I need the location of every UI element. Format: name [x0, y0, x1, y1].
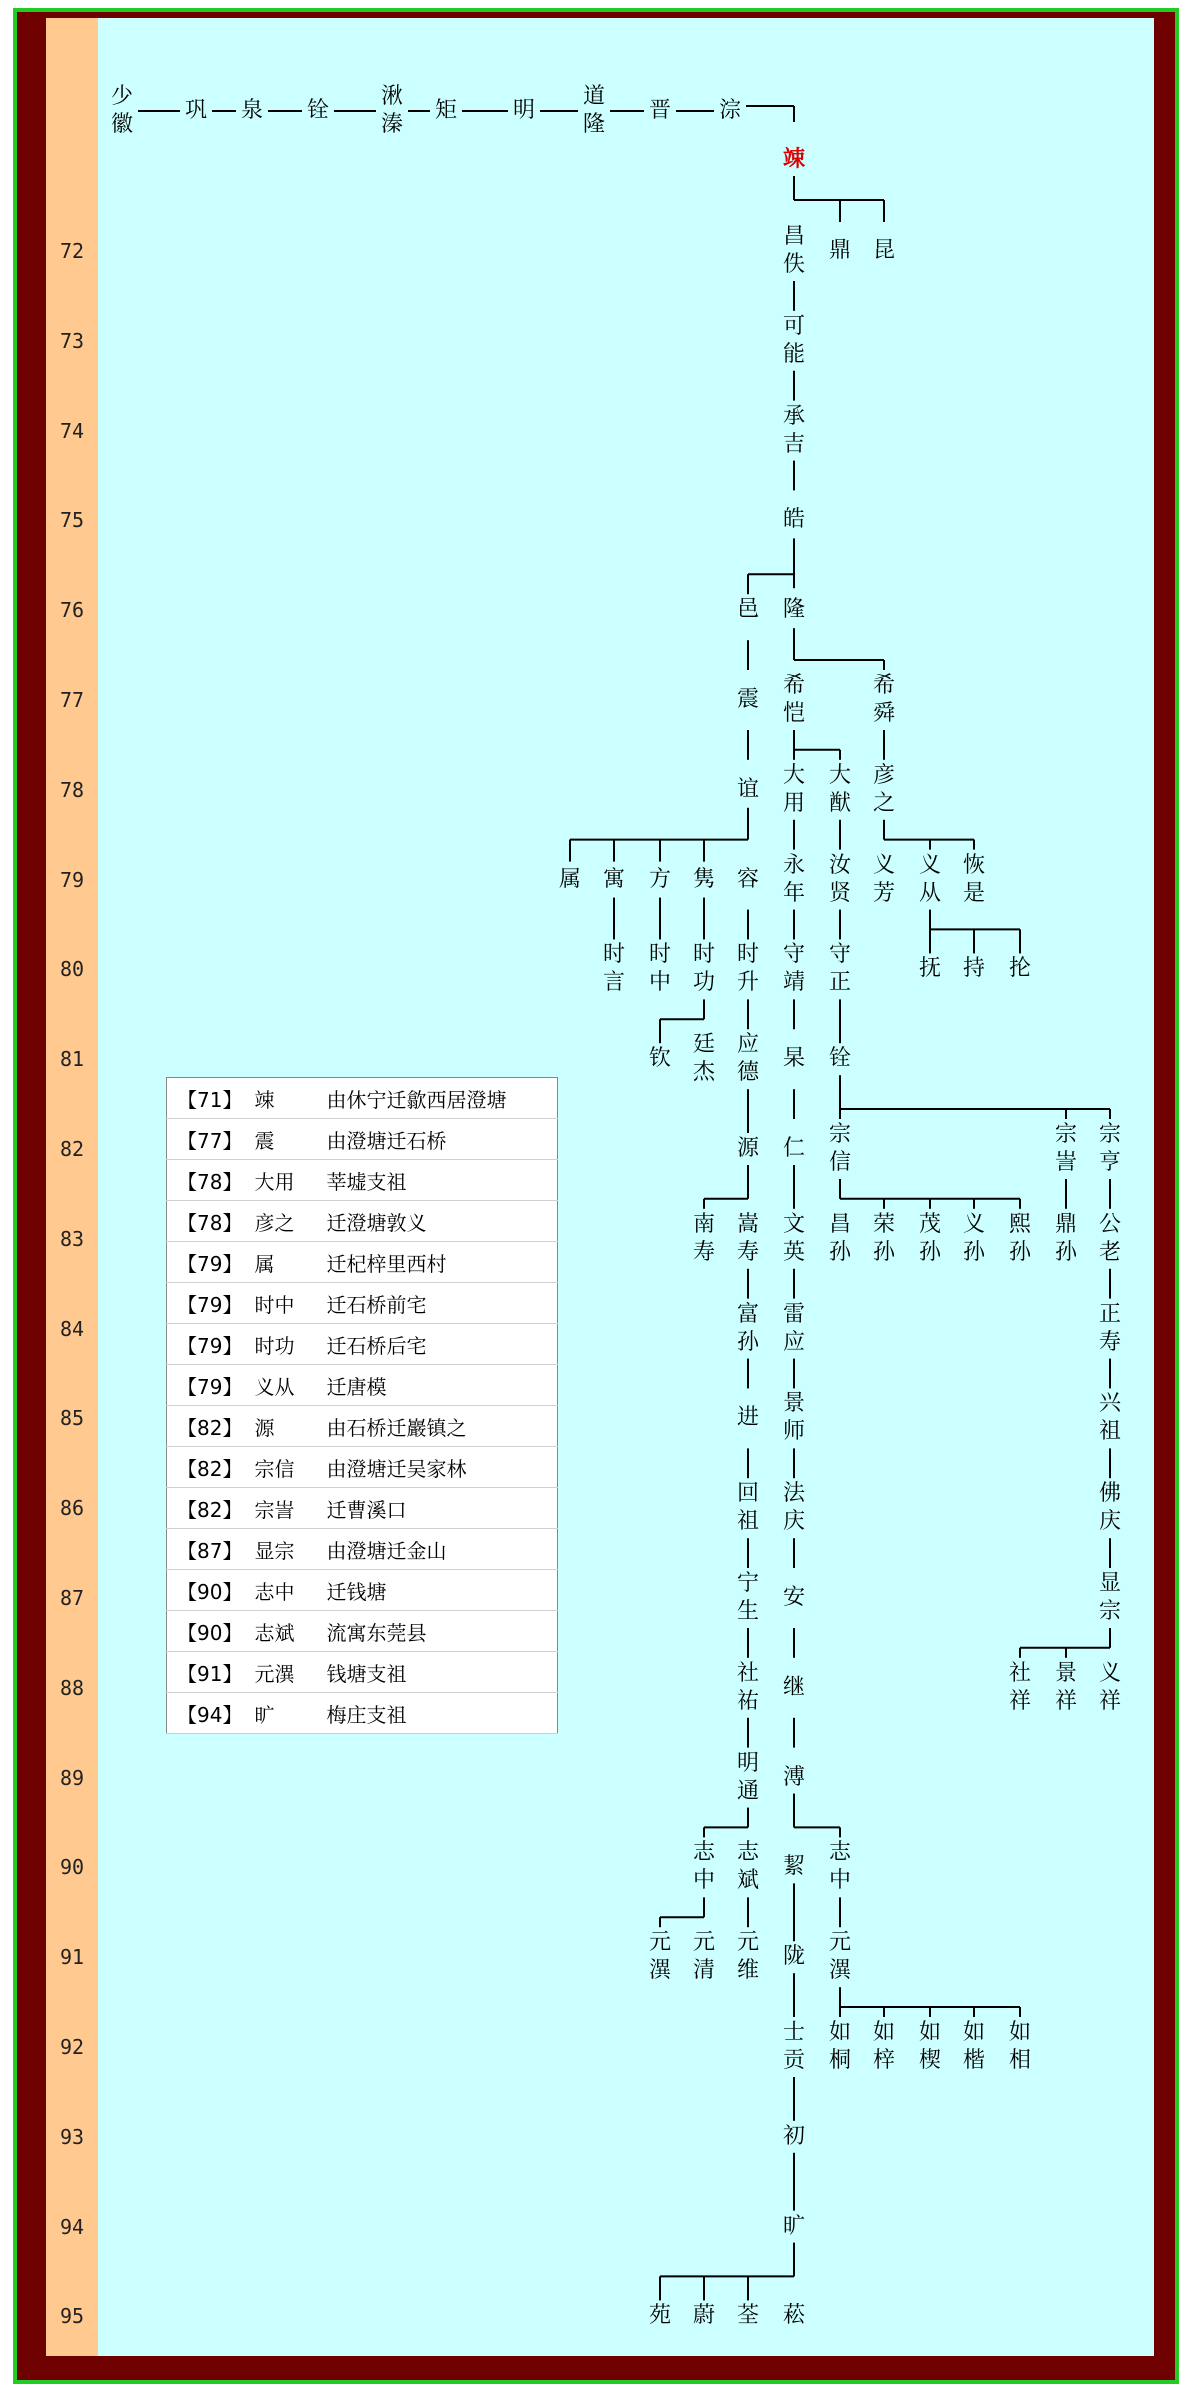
person-name: 铨 — [824, 1045, 856, 1073]
generation-number: 83 — [59, 1226, 85, 1251]
person-name: 永 年 — [778, 852, 810, 908]
person-name: 承 吉 — [778, 403, 810, 459]
generation-number: 91 — [59, 1945, 85, 1970]
person-name: 熙 孙 — [1004, 1211, 1036, 1267]
person-name: 景 祥 — [1050, 1660, 1082, 1716]
generation-number: 92 — [59, 2035, 85, 2059]
generation-number: 81 — [59, 1047, 85, 1072]
person-name: 士 贡 — [778, 2019, 810, 2075]
person-name: 雷 应 — [778, 1301, 810, 1357]
person-name: 文 英 — [778, 1211, 810, 1267]
person-name: 宗 亨 — [1094, 1121, 1126, 1177]
legend-note: 迁唐模 — [320, 1365, 557, 1406]
legend-generation: 【82】 — [167, 1488, 249, 1529]
generation-number: 76 — [59, 598, 85, 623]
person-name: 矩 — [430, 97, 462, 125]
person-name: 志 斌 — [732, 1839, 764, 1895]
legend-row — [167, 1365, 558, 1406]
person-name: 南 寿 — [688, 1211, 720, 1267]
legend-note: 梅庄支祖 — [320, 1693, 557, 1734]
generation-number: 79 — [59, 867, 85, 892]
legend-row — [167, 1283, 558, 1324]
person-name: 菘 — [778, 2302, 810, 2330]
legend-name: 旷 — [248, 1693, 320, 1734]
person-name: 昆 — [868, 237, 900, 265]
legend-generation: 【82】 — [167, 1447, 249, 1488]
person-name: 景 师 — [778, 1390, 810, 1446]
generation-number: 84 — [59, 1316, 85, 1341]
person-name: 属 — [554, 866, 586, 894]
person-name: 蔚 — [688, 2302, 720, 2330]
person-name: 时 功 — [688, 941, 720, 997]
generation-number: 82 — [59, 1137, 85, 1161]
legend-note: 迁石桥前宅 — [320, 1283, 557, 1324]
person-name: 溥 — [778, 1764, 810, 1792]
legend-generation: 【78】 — [167, 1201, 249, 1242]
legend-generation: 【87】 — [167, 1529, 249, 1570]
person-name: 少 徽 — [106, 83, 138, 139]
person-name: 正 寿 — [1094, 1301, 1126, 1357]
generation-number: 88 — [59, 1675, 85, 1700]
person-name: 可 能 — [778, 313, 810, 369]
person-name: 昌 孙 — [824, 1211, 856, 1267]
generation-number: 78 — [59, 777, 85, 802]
person-name: 希 恺 — [778, 672, 810, 728]
legend-note: 由休宁迁歙西居澄塘 — [320, 1078, 557, 1119]
legend-generation: 【79】 — [167, 1324, 249, 1365]
person-name: 絜 — [778, 1853, 810, 1881]
generation-number: 90 — [59, 1855, 85, 1880]
legend-generation: 【79】 — [167, 1283, 249, 1324]
legend-note: 迁澄塘敦义 — [320, 1201, 557, 1242]
person-name: 皓 — [778, 506, 810, 534]
person-name: 汝 贤 — [824, 852, 856, 908]
person-name: 初 — [778, 2123, 810, 2151]
person-name: 如 楷 — [958, 2019, 990, 2075]
legend-name: 时功 — [248, 1324, 320, 1365]
legend-name: 显宗 — [248, 1529, 320, 1570]
legend-name: 宗信 — [248, 1447, 320, 1488]
legend-note: 流寓东莞县 — [320, 1611, 557, 1652]
person-name: 抚 — [914, 955, 946, 983]
legend-note: 迁钱塘 — [320, 1570, 557, 1611]
person-name: 宗 信 — [824, 1121, 856, 1177]
person-name: 守 正 — [824, 941, 856, 997]
legend-name: 元潩 — [248, 1652, 320, 1693]
person-name: 铨 — [302, 97, 334, 125]
person-name: 守 靖 — [778, 941, 810, 997]
person-name: 谊 — [732, 776, 764, 804]
person-name: 时 升 — [732, 941, 764, 997]
person-name: 廷 杰 — [688, 1031, 720, 1087]
generation-number: 94 — [59, 2214, 85, 2239]
legend-note: 钱塘支祖 — [320, 1652, 557, 1693]
generation-number: 77 — [59, 688, 85, 712]
legend-note: 迁杞梓里西村 — [320, 1242, 557, 1283]
legend-name: 源 — [248, 1406, 320, 1447]
person-name: 恢 是 — [958, 852, 990, 908]
legend-row — [167, 1447, 558, 1488]
legend-name: 志中 — [248, 1570, 320, 1611]
person-name: 旷 — [778, 2213, 810, 2241]
person-name: 义 孙 — [958, 1211, 990, 1267]
person-name: 公 老 — [1094, 1211, 1126, 1267]
legend-row — [167, 1201, 558, 1242]
legend-row — [167, 1242, 558, 1283]
person-name: 晋 — [644, 97, 676, 125]
person-name: 明 通 — [732, 1750, 764, 1806]
person-name: 进 — [732, 1404, 764, 1432]
generation-number: 86 — [59, 1496, 85, 1521]
legend-name: 时中 — [248, 1283, 320, 1324]
person-name: 大 用 — [778, 762, 810, 818]
person-name: 寓 — [598, 866, 630, 894]
generation-number: 95 — [59, 2304, 85, 2329]
generation-number: 75 — [59, 508, 85, 533]
legend-note: 由石桥迁巖镇之 — [320, 1406, 557, 1447]
person-name: 淙 — [714, 97, 746, 125]
person-name: 彦 之 — [868, 762, 900, 818]
legend-note: 迁曹溪口 — [320, 1488, 557, 1529]
person-name: 如 桐 — [824, 2019, 856, 2075]
generation-number: 87 — [59, 1586, 85, 1610]
person-name: 社 祥 — [1004, 1660, 1036, 1716]
person-name: 佛 庆 — [1094, 1480, 1126, 1536]
person-name: 安 — [778, 1584, 810, 1612]
person-name: 兴 祖 — [1094, 1390, 1126, 1446]
person-name: 湫 溱 — [376, 83, 408, 139]
migration-legend — [166, 1077, 558, 1734]
person-name: 苑 — [644, 2302, 676, 2330]
person-name: 泉 — [236, 97, 268, 125]
legend-note: 迁石桥后宅 — [320, 1324, 557, 1365]
person-name: 邑 — [732, 596, 764, 624]
legend-note: 由澄塘迁金山 — [320, 1529, 557, 1570]
person-name: 志 中 — [824, 1839, 856, 1895]
legend-name: 属 — [248, 1242, 320, 1283]
generation-number: 93 — [59, 2124, 85, 2149]
person-name: 持 — [958, 955, 990, 983]
person-name: 大 猷 — [824, 762, 856, 818]
legend-generation: 【91】 — [167, 1652, 249, 1693]
person-name: 方 — [644, 866, 676, 894]
person-name: 鼎 — [824, 237, 856, 265]
legend-note: 莘墟支祖 — [320, 1160, 557, 1201]
legend-name: 震 — [248, 1119, 320, 1160]
person-name: 希 舜 — [868, 672, 900, 728]
legend-generation: 【78】 — [167, 1160, 249, 1201]
legend-generation: 【77】 — [167, 1119, 249, 1160]
legend-name: 彦之 — [248, 1201, 320, 1242]
legend-row — [167, 1324, 558, 1365]
person-name: 富 孙 — [732, 1301, 764, 1357]
person-name: 鼎 孙 — [1050, 1211, 1082, 1267]
person-name: 社 祐 — [732, 1660, 764, 1716]
legend-generation: 【90】 — [167, 1570, 249, 1611]
person-name: 元 维 — [732, 1929, 764, 1985]
legend-row — [167, 1160, 558, 1201]
generation-number: 80 — [59, 957, 85, 982]
person-name: 杲 — [778, 1045, 810, 1073]
person-name: 钦 — [644, 1045, 676, 1073]
legend-row — [167, 1652, 558, 1693]
person-name: 抡 — [1004, 955, 1036, 983]
person-name: 义 祥 — [1094, 1660, 1126, 1716]
generation-number: 74 — [59, 418, 85, 443]
person-name: 宗 訔 — [1050, 1121, 1082, 1177]
person-name: 法 庆 — [778, 1480, 810, 1536]
legend-generation: 【79】 — [167, 1242, 249, 1283]
person-name: 时 中 — [644, 941, 676, 997]
person-name: 嵩 寿 — [732, 1211, 764, 1267]
person-name: 仁 — [778, 1135, 810, 1163]
legend-name: 宗訔 — [248, 1488, 320, 1529]
person-name: 道 隆 — [578, 83, 610, 139]
person-name: 继 — [778, 1674, 810, 1702]
person-name: 如 相 — [1004, 2019, 1036, 2075]
person-name: 隆 — [778, 596, 810, 624]
generation-number: 72 — [59, 239, 85, 263]
person-name: 昌 佚 — [778, 223, 810, 279]
legend-name: 义从 — [248, 1365, 320, 1406]
person-name: 元 潩 — [824, 1929, 856, 1985]
legend-name: 志斌 — [248, 1611, 320, 1652]
person-name: 容 — [732, 866, 764, 894]
person-name: 隽 — [688, 866, 720, 894]
person-name: 震 — [732, 686, 764, 714]
legend-row — [167, 1406, 558, 1447]
legend-generation: 【71】 — [167, 1078, 249, 1119]
legend-generation: 【79】 — [167, 1365, 249, 1406]
legend-note: 由澄塘迁吴家林 — [320, 1447, 557, 1488]
legend-row — [167, 1570, 558, 1611]
legend-generation: 【94】 — [167, 1693, 249, 1734]
person-name: 陇 — [778, 1943, 810, 1971]
person-name: 时 言 — [598, 941, 630, 997]
person-name: 元 清 — [688, 1929, 720, 1985]
person-name: 义 从 — [914, 852, 946, 908]
legend-generation: 【90】 — [167, 1611, 249, 1652]
legend-row — [167, 1611, 558, 1652]
person-name: 志 中 — [688, 1839, 720, 1895]
person-name: 元 潩 — [644, 1929, 676, 1985]
person-name: 宁 生 — [732, 1570, 764, 1626]
person-name: 茂 孙 — [914, 1211, 946, 1267]
person-name: 如 楔 — [914, 2019, 946, 2075]
person-name: 荣 孙 — [868, 1211, 900, 1267]
legend-row — [167, 1529, 558, 1570]
legend-row — [167, 1488, 558, 1529]
legend-name: 竦 — [248, 1078, 320, 1119]
person-name: 巩 — [180, 97, 212, 125]
person-name: 义 芳 — [868, 852, 900, 908]
legend-name: 大用 — [248, 1160, 320, 1201]
person-name: 荃 — [732, 2302, 764, 2330]
generation-number: 73 — [59, 328, 85, 353]
legend-note: 由澄塘迁石桥 — [320, 1119, 557, 1160]
legend-row — [167, 1078, 558, 1119]
legend-row — [167, 1119, 558, 1160]
person-name: 如 梓 — [868, 2019, 900, 2075]
legend-row — [167, 1693, 558, 1734]
person-name: 明 — [508, 97, 540, 125]
generation-number: 89 — [59, 1765, 85, 1790]
generation-number: 85 — [59, 1406, 85, 1431]
person-name: 竦 — [778, 146, 810, 174]
person-name: 源 — [732, 1135, 764, 1163]
legend-generation: 【82】 — [167, 1406, 249, 1447]
person-name: 显 宗 — [1094, 1570, 1126, 1626]
person-name: 回 祖 — [732, 1480, 764, 1536]
person-name: 应 德 — [732, 1031, 764, 1087]
